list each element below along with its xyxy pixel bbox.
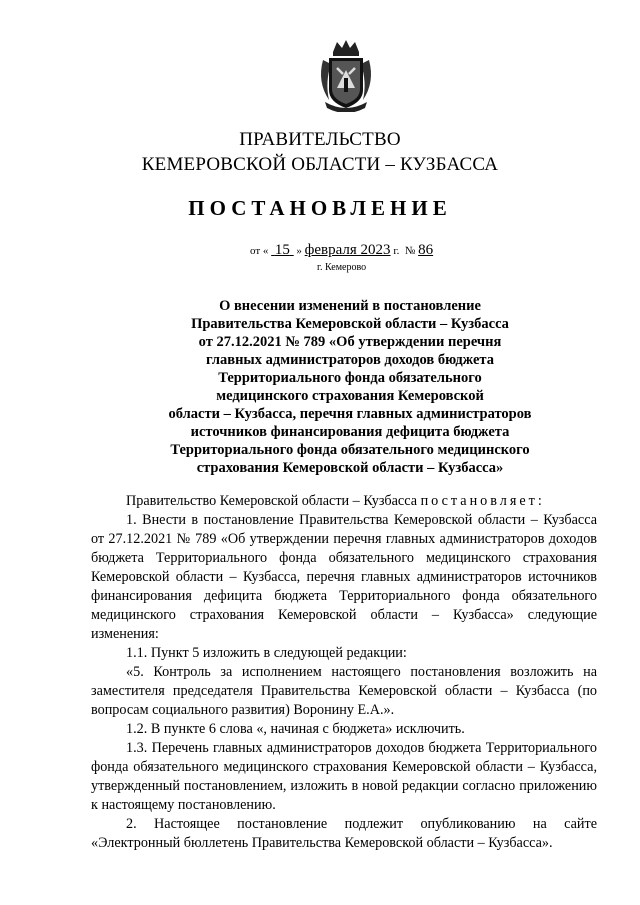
date-month-year: февраля 2023 <box>304 242 391 258</box>
heading-line: области – Кузбасса, перечня главных администраторов <box>168 406 532 422</box>
intro-prefix: Правительство Кемеровской области – Кузбасса <box>126 493 418 509</box>
government-name-line2: КЕМЕРОВСКОЙ ОБЛАСТИ – КУЗБАССА <box>141 154 499 175</box>
date-year-suffix: г. <box>393 245 400 257</box>
heading-line: Территориального фонда обязательного медицинского <box>170 442 530 458</box>
paragraph-1: 1. Внести в постановление Правительства Кемеровской области – Кузбасса от 27.12.2021 № 789 «Об утверждении перечня главных администраторов доходов бюджета Территориального фонда обязательного медицинского страхования Кемеровской области – Кузбасса, перечня главных администраторов источников финансирования дефицита бюджета Территориального фонда обязательного медицинского страхования Кемеровской области – Кузбасса» следующие изменения: <box>91 512 597 642</box>
paragraph-1-2: 1.2. В пункте 6 слова «, начиная с бюджета» исключить. <box>126 721 465 737</box>
document-number: 86 <box>418 242 434 258</box>
paragraph-1-1-quote: «5. Контроль за исполнением настоящего постановления возложить на заместителя председателя Правительства Кемеровской области – Кузбасса (по вопросам социального развития) Воронину Е.А.». <box>91 664 597 718</box>
intro-paragraph <box>91 492 597 511</box>
heading-line: источников финансирования дефицита бюджета <box>190 424 510 440</box>
paragraph-1-1: 1.1. Пункт 5 изложить в следующей редакции: <box>126 645 407 661</box>
date-day-close: » <box>296 245 302 257</box>
heading-line: от 27.12.2021 № 789 «Об утверждении перечня <box>198 334 502 350</box>
heading-line: О внесении изменений в постановление <box>219 298 481 314</box>
date-prefix: от « <box>250 245 269 257</box>
heading-line: страхования Кемеровской области – Кузбасса» <box>196 460 504 476</box>
heading-line: медицинского страхования Кемеровской <box>216 388 484 404</box>
paragraph-1-3: 1.3. Перечень главных администраторов доходов бюджета Территориального фонда обязательного медицинского страхования Кемеровской области – Кузбасса, утвержденный постановлением, изложить в новой редакции согласно приложению к настоящему постановлению. <box>91 740 597 813</box>
heading-line: главных администраторов доходов бюджета <box>206 352 494 368</box>
coat-of-arms-icon <box>315 38 377 112</box>
date-number-line <box>250 242 433 259</box>
heading-line: Территориального фонда обязательного <box>218 370 482 386</box>
paragraph-2: 2. Настоящее постановление подлежит опубликованию на сайте «Электронный бюллетень Правительства Кемеровской области – Кузбасса». <box>91 816 597 851</box>
document-heading <box>100 297 600 477</box>
document-type: ПОСТАНОВЛЕНИЕ <box>188 196 452 220</box>
intro-verb: постановляет: <box>420 493 545 509</box>
date-day: 15 <box>274 242 290 258</box>
city: г. Кемерово <box>317 262 367 273</box>
number-prefix: № <box>404 245 416 257</box>
document-body <box>91 492 597 853</box>
heading-line: Правительства Кемеровской области – Кузбасса <box>191 316 509 332</box>
government-name-line1: ПРАВИТЕЛЬСТВО <box>239 129 401 150</box>
